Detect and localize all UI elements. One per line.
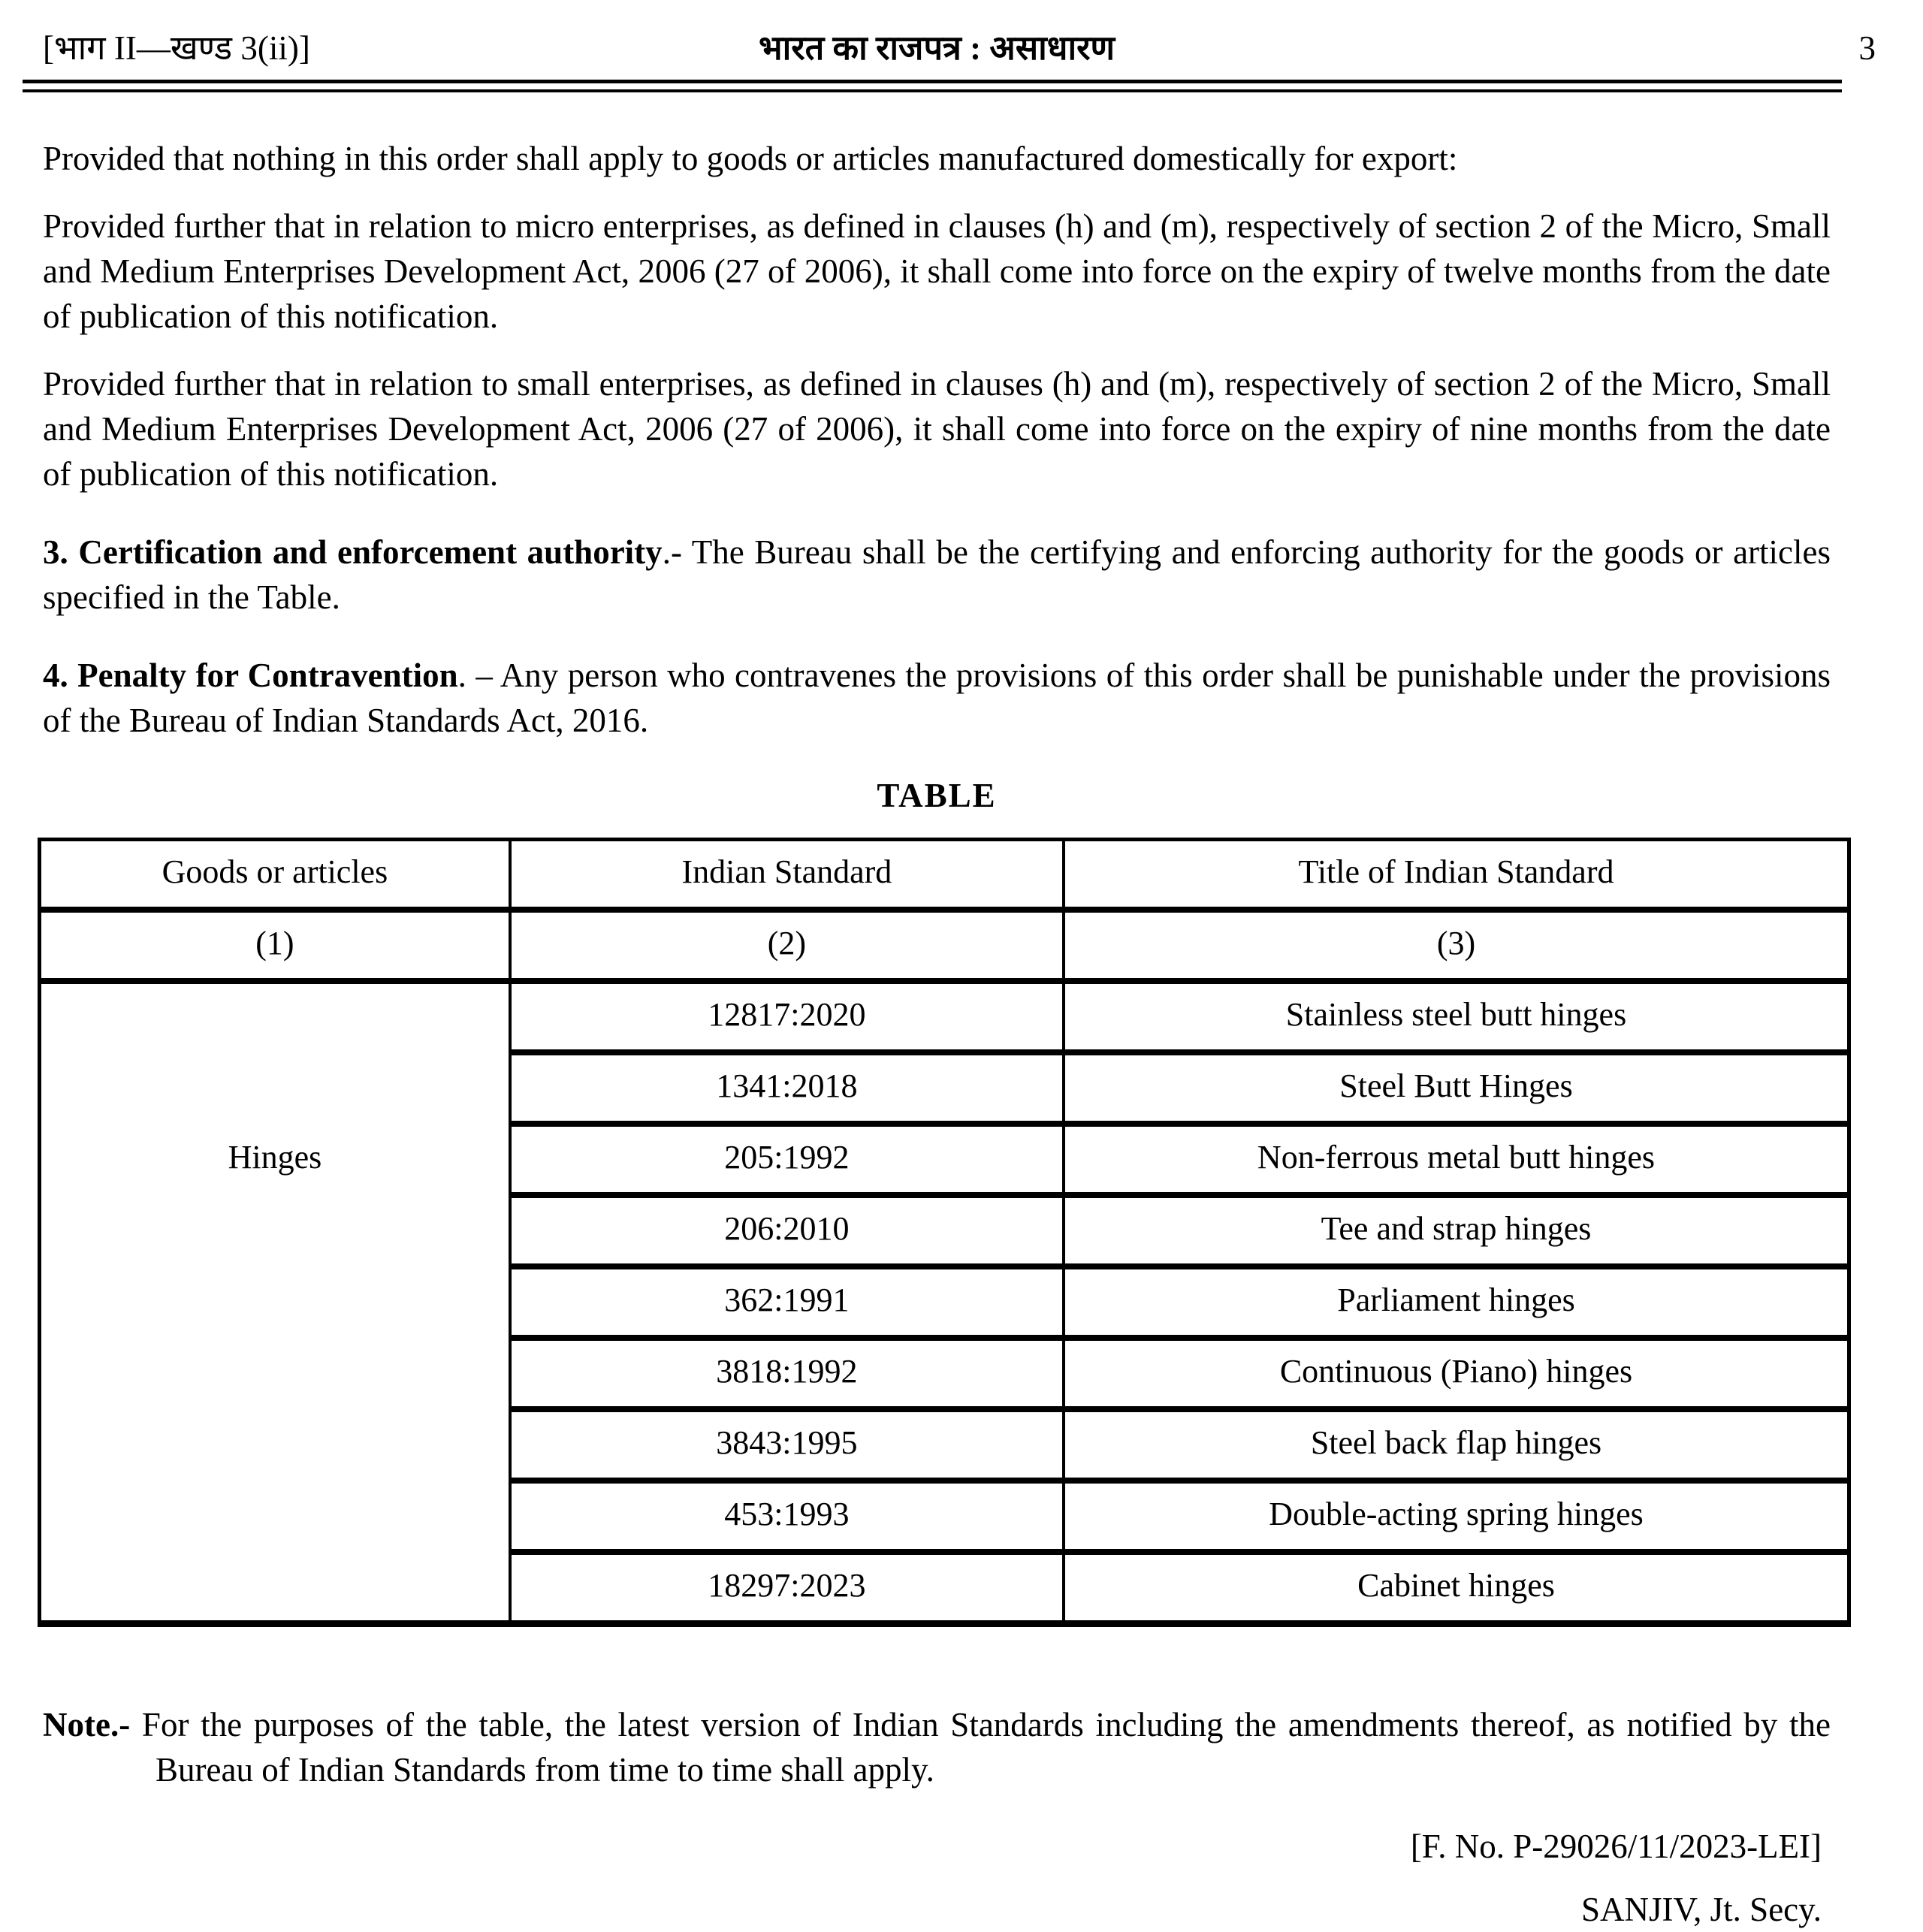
title-cell: Double-acting spring hinges <box>1064 1481 1849 1552</box>
paragraph-proviso-micro-enterprises: Provided further that in relation to micro enterprises, as defined in clauses (h) and (m), respectively of section 2 of the Micro, Small and Medium Enterprises Development Act, 2006 (27 of 2006), it shall come into force on the expiry of twelve months from the date of publication of this notification. <box>43 207 1831 335</box>
title-cell: Steel back flap hinges <box>1064 1409 1849 1481</box>
standard-cell: 453:1993 <box>510 1481 1064 1552</box>
note-label: Note.- <box>43 1706 131 1743</box>
header-part-section: [भाग II—खण्ड 3(ii)] <box>43 29 310 67</box>
table-colnum-row <box>40 910 1849 981</box>
title-cell: Cabinet hinges <box>1064 1552 1849 1624</box>
paragraph-proviso-small-enterprises: Provided further that in relation to small enterprises, as defined in clauses (h) and (m), respectively of section 2 of the Micro, Small and Medium Enterprises Development Act, 2006 (27 of 2006), it shall come into force on the expiry of nine months from the date of publication of this notification. <box>43 365 1831 493</box>
title-cell: Steel Butt Hinges <box>1064 1052 1849 1124</box>
paragraph-section-3 <box>43 530 1831 620</box>
note-paragraph <box>43 1702 1831 1792</box>
col-number-3: (3) <box>1064 910 1849 981</box>
page-header <box>43 26 1876 74</box>
standard-cell: 1341:2018 <box>510 1052 1064 1124</box>
standard-cell: 12817:2020 <box>510 981 1064 1052</box>
goods-merged-cell <box>40 981 510 1624</box>
table-header-row <box>40 840 1849 910</box>
section-4-body: . – Any person who contravenes the provisions of this order shall be punishable under the provisions of the Bureau of Indian Standards Act, 2016. <box>43 657 1831 739</box>
standard-cell: 206:2010 <box>510 1195 1064 1266</box>
standard-cell: 3818:1992 <box>510 1338 1064 1409</box>
standard-cell: 3843:1995 <box>510 1409 1064 1481</box>
standard-cell: 362:1991 <box>510 1266 1064 1338</box>
goods-label: Hinges <box>228 1139 322 1176</box>
col-header-goods: Goods or articles <box>40 840 510 910</box>
title-cell: Stainless steel butt hinges <box>1064 981 1849 1052</box>
col-number-1: (1) <box>40 910 510 981</box>
paragraph-section-4 <box>43 653 1831 743</box>
title-cell: Parliament hinges <box>1064 1266 1849 1338</box>
col-number-2: (2) <box>510 910 1064 981</box>
section-4-heading: 4. Penalty for Contravention <box>43 657 458 694</box>
signatory: SANJIV, Jt. Secy. <box>1580 1891 1822 1928</box>
table-title: TABLE <box>877 777 997 814</box>
section-3-body: .- The Bureau shall be the certifying and enforcing authority for the goods or articles specified in the Table. <box>43 533 1831 616</box>
header-gazette-title: भारत का राजपत्र : असाधारण <box>758 29 1115 67</box>
header-divider-rule <box>23 80 1842 92</box>
file-number: [F. No. P-29026/11/2023-LEI] <box>1410 1828 1822 1865</box>
table-row <box>40 981 1849 1052</box>
standards-table <box>38 838 1851 1627</box>
title-cell: Continuous (Piano) hinges <box>1064 1338 1849 1409</box>
note-body: For the purposes of the table, the latest version of Indian Standards including the amendments thereof, as notified by the Bureau of Indian Standards from time to time shall apply. <box>141 1706 1831 1789</box>
standard-cell: 205:1992 <box>510 1124 1064 1195</box>
paragraph-proviso-export: Provided that nothing in this order shall apply to goods or articles manufactured domestically for export: <box>43 140 1458 177</box>
col-header-standard: Indian Standard <box>510 840 1064 910</box>
col-header-title: Title of Indian Standard <box>1064 840 1849 910</box>
title-cell: Non-ferrous metal butt hinges <box>1064 1124 1849 1195</box>
page-number: 3 <box>1858 29 1876 67</box>
title-cell: Tee and strap hinges <box>1064 1195 1849 1266</box>
standard-cell: 18297:2023 <box>510 1552 1064 1624</box>
section-3-heading: 3. Certification and enforcement authority <box>43 533 663 571</box>
